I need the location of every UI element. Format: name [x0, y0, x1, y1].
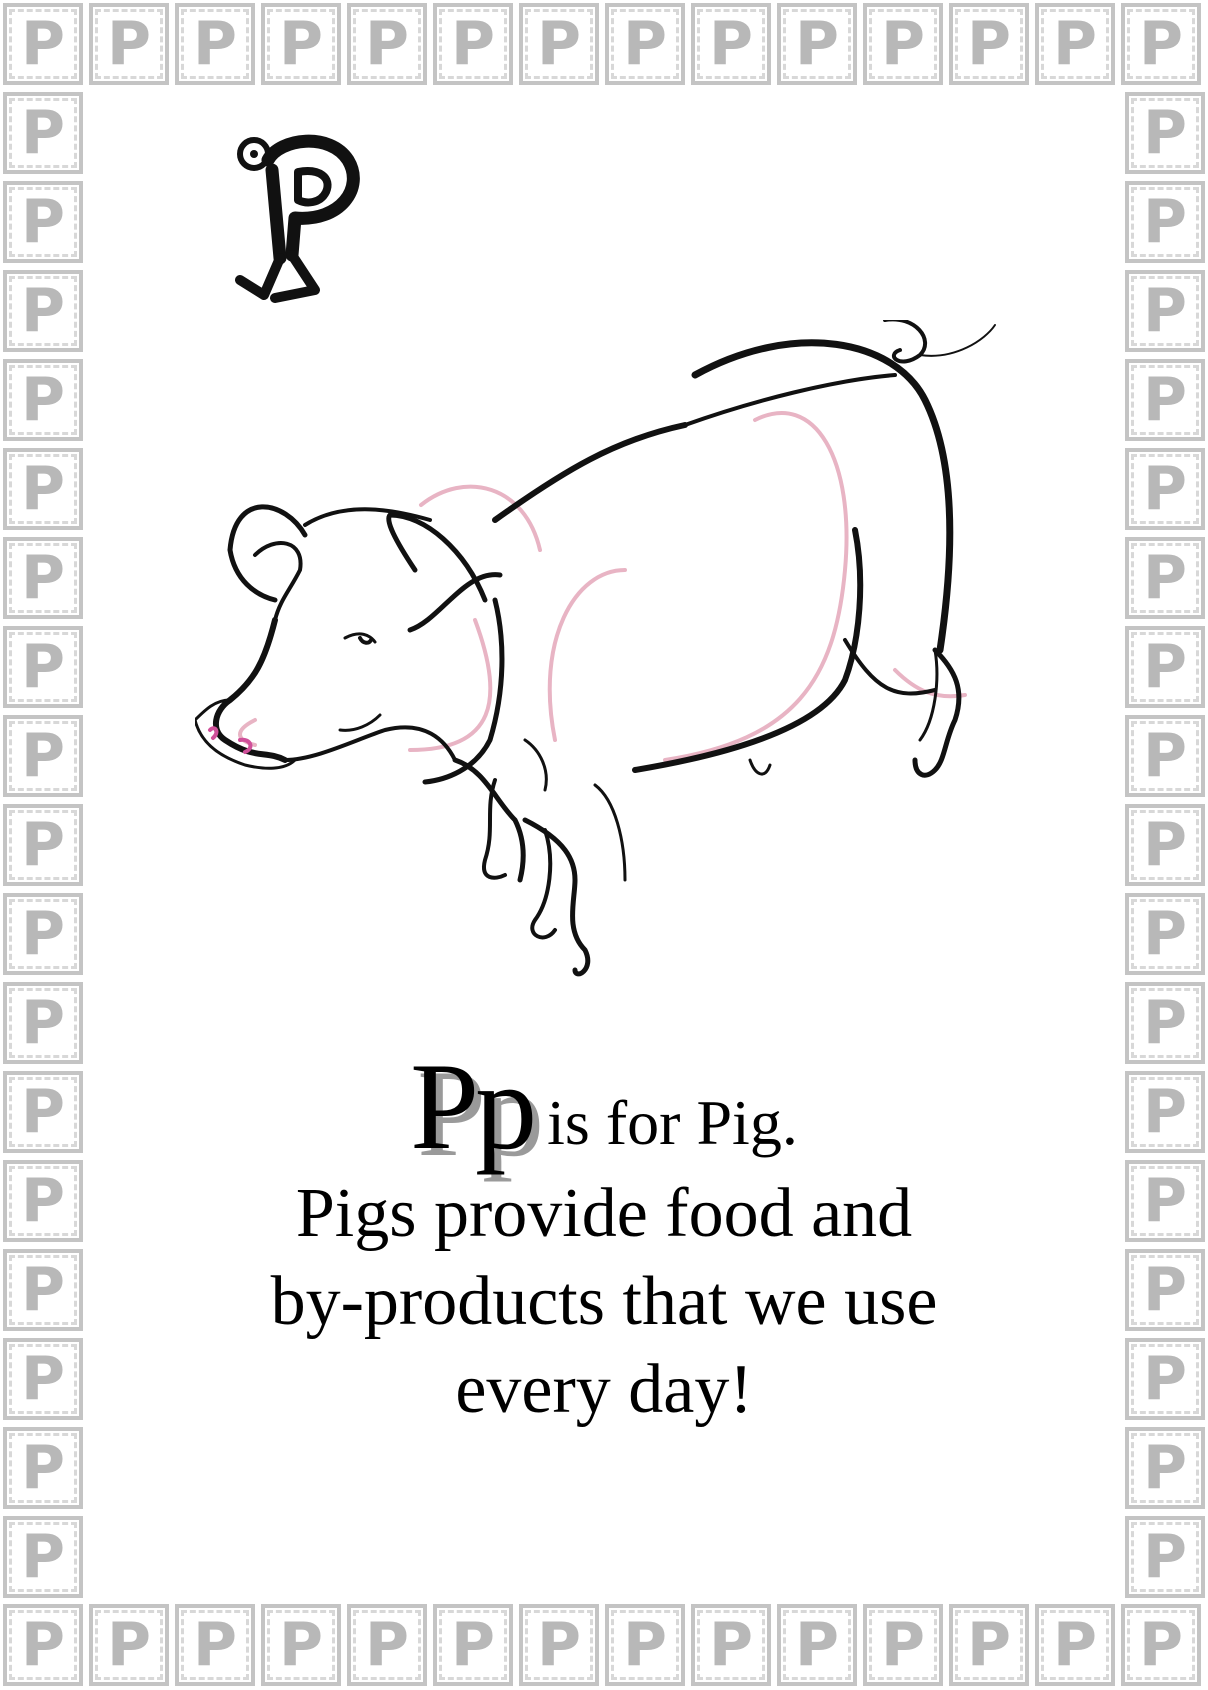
border-tile-letter: P [1143, 276, 1187, 346]
border-tile [777, 3, 857, 85]
border-tile [261, 1604, 341, 1686]
border-tile-letter: P [1143, 1077, 1187, 1147]
border-tile-letter: P [365, 9, 409, 79]
caption-line-3: every day! [455, 1351, 753, 1428]
border-tile-letter: P [193, 9, 237, 79]
border-tile-letter: P [107, 1610, 151, 1680]
border-tile-letter: P [21, 988, 65, 1058]
border-tile-letter: P [1143, 899, 1187, 969]
border-tile-letter: P [795, 9, 839, 79]
caption-line-2: by-products that we use [270, 1263, 938, 1340]
border-tile [433, 1604, 513, 1686]
border-tile [89, 3, 169, 85]
border-tile-letter: P [21, 454, 65, 524]
border-tile [3, 92, 83, 174]
border-tile-letter: P [279, 9, 323, 79]
border-tile [261, 3, 341, 85]
border-tile [519, 3, 599, 85]
border-tile-letter: P [21, 1433, 65, 1503]
border-tile-letter: P [1143, 1166, 1187, 1236]
border-tile [175, 3, 255, 85]
border-tile [1125, 270, 1205, 352]
border-tile [949, 1604, 1029, 1686]
border-tile-letter: P [21, 98, 65, 168]
border-tile-letter: P [21, 810, 65, 880]
border-tile [1125, 181, 1205, 263]
border-tile-letter: P [451, 9, 495, 79]
border-tile [1121, 1604, 1201, 1686]
border-tile-letter: P [21, 721, 65, 791]
border-tile [3, 1338, 83, 1420]
border-tile [3, 626, 83, 708]
border-tile [863, 1604, 943, 1686]
border-tile-letter: P [881, 1610, 925, 1680]
border-tile [1125, 537, 1205, 619]
border-tile-letter: P [623, 9, 667, 79]
border-tile-letter: P [21, 1255, 65, 1325]
border-tile [1035, 3, 1115, 85]
border-tile [1125, 1516, 1205, 1598]
border-tile-letter: P [21, 365, 65, 435]
border-tile [3, 1160, 83, 1242]
border-tile [175, 1604, 255, 1686]
border-tile [1125, 1249, 1205, 1331]
border-tile-letter: P [1143, 988, 1187, 1058]
walking-letter-p-icon [220, 130, 390, 330]
border-tile-letter: P [107, 9, 151, 79]
border-tile-letter: P [1053, 1610, 1097, 1680]
border-tile [3, 1071, 83, 1153]
caption-line-1: Pigs provide food and [295, 1175, 913, 1252]
border-tile [1125, 448, 1205, 530]
border-tile [1125, 893, 1205, 975]
border-tile [1125, 1071, 1205, 1153]
border-tile [1121, 3, 1201, 85]
pig-drawing-icon [195, 320, 1075, 1010]
border-tile [863, 3, 943, 85]
caption-is-for-text: is for Pig. [547, 1087, 798, 1158]
border-tile [1035, 1604, 1115, 1686]
border-tile-letter: P [1143, 810, 1187, 880]
border-tile [3, 181, 83, 263]
border-tile [1125, 804, 1205, 886]
border-tile-letter: P [21, 187, 65, 257]
border-tile-letter: P [21, 632, 65, 702]
border-tile [3, 1516, 83, 1598]
border-tile-letter: P [1139, 1610, 1183, 1680]
border-tile-letter: P [881, 9, 925, 79]
border-tile-letter: P [967, 9, 1011, 79]
border-tile-letter: P [1053, 9, 1097, 79]
border-tile [3, 1427, 83, 1509]
border-tile [1125, 1160, 1205, 1242]
border-tile [3, 3, 83, 85]
border-tile [777, 1604, 857, 1686]
border-tile [3, 359, 83, 441]
border-tile-letter: P [1143, 454, 1187, 524]
border-tile-letter: P [451, 1610, 495, 1680]
border-tile [3, 448, 83, 530]
border-tile [3, 1604, 83, 1686]
border-tile [3, 537, 83, 619]
border-tile [3, 715, 83, 797]
caption-first-line [120, 1038, 1088, 1175]
border-tile-letter: P [1143, 632, 1187, 702]
border-tile [949, 3, 1029, 85]
border-tile-letter: P [365, 1610, 409, 1680]
border-tile [691, 1604, 771, 1686]
border-tile [1125, 982, 1205, 1064]
border-tile [347, 3, 427, 85]
border-tile-letter: P [1143, 721, 1187, 791]
border-tile-letter: P [1143, 98, 1187, 168]
border-tile-letter: P [1143, 1255, 1187, 1325]
border-tile-letter: P [709, 9, 753, 79]
border-tile [347, 1604, 427, 1686]
border-tile-letter: P [1139, 9, 1183, 79]
border-tile-letter: P [21, 1522, 65, 1592]
border-tile-letter: P [1143, 543, 1187, 613]
border-tile [605, 1604, 685, 1686]
border-tile-letter: P [1143, 1344, 1187, 1414]
border-tile [3, 893, 83, 975]
border-tile-letter: P [537, 1610, 581, 1680]
border-tile [1125, 715, 1205, 797]
border-tile-letter: P [21, 9, 65, 79]
border-tile [433, 3, 513, 85]
border-tile [3, 804, 83, 886]
border-tile-letter: P [1143, 365, 1187, 435]
border-tile-letter: P [709, 1610, 753, 1680]
border-tile-letter: P [1143, 1433, 1187, 1503]
border-tile-letter: P [21, 1610, 65, 1680]
border-tile-letter: P [1143, 1522, 1187, 1592]
border-tile [605, 3, 685, 85]
border-tile [3, 982, 83, 1064]
border-tile [519, 1604, 599, 1686]
border-tile [691, 3, 771, 85]
border-tile [1125, 92, 1205, 174]
border-tile [3, 1249, 83, 1331]
border-tile-letter: P [21, 899, 65, 969]
border-tile-letter: P [21, 543, 65, 613]
border-tile-letter: P [623, 1610, 667, 1680]
border-tile [1125, 359, 1205, 441]
border-tile-letter: P [21, 1077, 65, 1147]
border-tile-letter: P [967, 1610, 1011, 1680]
border-tile-letter: P [537, 9, 581, 79]
border-tile [1125, 626, 1205, 708]
caption [120, 1038, 1088, 1433]
border-tile-letter: P [795, 1610, 839, 1680]
border-tile-letter: P [21, 1344, 65, 1414]
border-tile-letter: P [1143, 187, 1187, 257]
border-tile-letter: P [193, 1610, 237, 1680]
caption-big-letters: Pp [410, 1038, 534, 1175]
border-tile-letter: P [21, 1166, 65, 1236]
border-tile [1125, 1338, 1205, 1420]
border-tile [89, 1604, 169, 1686]
border-tile-letter: P [21, 276, 65, 346]
border-tile-letter: P [279, 1610, 323, 1680]
border-tile [3, 270, 83, 352]
border-tile [1125, 1427, 1205, 1509]
